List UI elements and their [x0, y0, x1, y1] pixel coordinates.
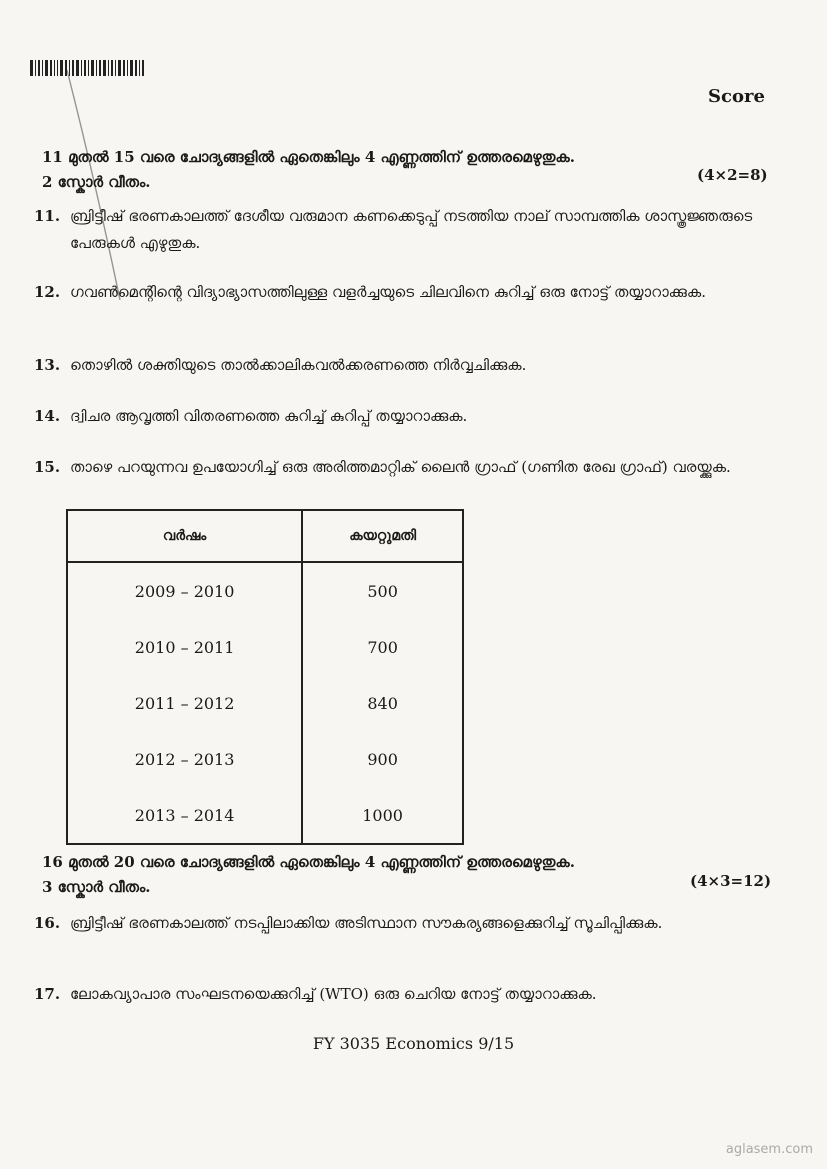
section2-instruction — [42, 850, 662, 900]
score-label: Score — [708, 86, 765, 107]
table-row — [67, 731, 463, 787]
table-cell-value: 500 — [302, 562, 463, 619]
question-text: ബ്രിട്ടീഷ് ഭരണകാലത്ത് ദേശീയ വരുമാന കണക്കെടുപ്പ് നടത്തിയ നാല് സാമ്പത്തിക ശാസ്ത്രജ്ഞരുടെ പേരുകൾ എഴുതുക. — [70, 207, 753, 252]
column-header-year: വർഷം — [67, 510, 302, 562]
question-text: താഴെ പറയുന്നവ ഉപയോഗിച്ച് ഒരു അരിത്തമാറ്റിക് ലൈൻ ഗ്രാഫ് (ഗണിത രേഖ ഗ്രാഫ്) വരയ്ക്കുക. — [70, 458, 731, 476]
barcode — [30, 60, 160, 76]
question-number: 16. — [34, 914, 61, 932]
table-row — [67, 787, 463, 844]
section2-instruction-line2: 3 സ്കോർ വീതം. — [42, 878, 151, 896]
question-12 — [34, 279, 754, 306]
table-header-row — [67, 510, 463, 562]
watermark: aglasem.com — [725, 1142, 813, 1157]
table-row — [67, 619, 463, 675]
table-cell-value: 840 — [302, 675, 463, 731]
question-number: 14. — [34, 407, 61, 425]
table-cell-year: 2012 – 2013 — [134, 749, 235, 769]
table-row — [67, 675, 463, 731]
question-text: ലോകവ്യാപാര സംഘടനയെക്കുറിച്ച് (WTO) ഒരു ചെറിയ നോട്ട് തയ്യാറാക്കുക. — [70, 985, 597, 1003]
section1-instruction-line2: 2 സ്കോർ വീതം. — [42, 173, 151, 191]
question-text: ദ്വിചര ആവൃത്തി വിതരണത്തെ കുറിച്ച് കുറിപ്പ് തയ്യാറാക്കുക. — [70, 407, 468, 425]
section1-instruction-line1: 11 മുതൽ 15 വരെ ചോദ്യങ്ങളിൽ ഏതെങ്കിലും 4 എണ്ണത്തിന് ഉത്തരമെഴുതുക. — [42, 148, 575, 166]
section2-instruction-line1: 16 മുതൽ 20 വരെ ചോദ്യങ്ങളിൽ ഏതെങ്കിലും 4 എണ്ണത്തിന് ഉത്തരമെഴുതുക. — [42, 853, 575, 871]
page-footer-code: FY 3035 Economics 9/15 — [312, 1034, 515, 1053]
export-data-table — [66, 509, 464, 845]
question-16 — [34, 910, 754, 937]
question-11 — [34, 203, 754, 257]
column-header-exports: കയറ്റുമതി — [302, 510, 463, 562]
table-cell-year: 2011 – 2012 — [134, 693, 235, 713]
section1-marks: (4×2=8) — [697, 166, 768, 184]
question-number: 15. — [34, 458, 61, 476]
question-text: ബ്രിട്ടീഷ് ഭരണകാലത്ത് നടപ്പിലാക്കിയ അടിസ്ഥാന സൗകര്യങ്ങളെക്കുറിച്ച് സൂചിപ്പിക്കുക. — [70, 914, 663, 932]
question-number: 13. — [34, 356, 61, 374]
question-17 — [34, 981, 754, 1008]
question-text: തൊഴിൽ ശക്തിയുടെ താൽക്കാലികവൽക്കരണത്തെ നിർവ്വചിക്കുക. — [70, 356, 527, 374]
table-cell-value: 700 — [302, 619, 463, 675]
question-15 — [34, 454, 754, 481]
table-cell-value: 1000 — [302, 787, 463, 844]
section1-instruction — [42, 145, 662, 195]
table-cell-year: 2010 – 2011 — [134, 637, 235, 657]
question-number: 11. — [34, 207, 61, 225]
question-number: 12. — [34, 283, 61, 301]
question-number: 17. — [34, 985, 61, 1003]
question-14 — [34, 403, 754, 430]
table-cell-year: 2013 – 2014 — [134, 805, 235, 825]
question-text: ഗവൺമെന്റിന്റെ വിദ്യാഭ്യാസത്തിലുള്ള വളർച്ചയുടെ ചിലവിനെ കുറിച്ച് ഒരു നോട്ട് തയ്യാറാക്കുക. — [70, 283, 706, 301]
table-cell-value: 900 — [302, 731, 463, 787]
question-13 — [34, 352, 754, 379]
section2-marks: (4×3=12) — [690, 872, 772, 890]
table-row — [67, 562, 463, 619]
table-cell-year: 2009 – 2010 — [134, 581, 235, 601]
